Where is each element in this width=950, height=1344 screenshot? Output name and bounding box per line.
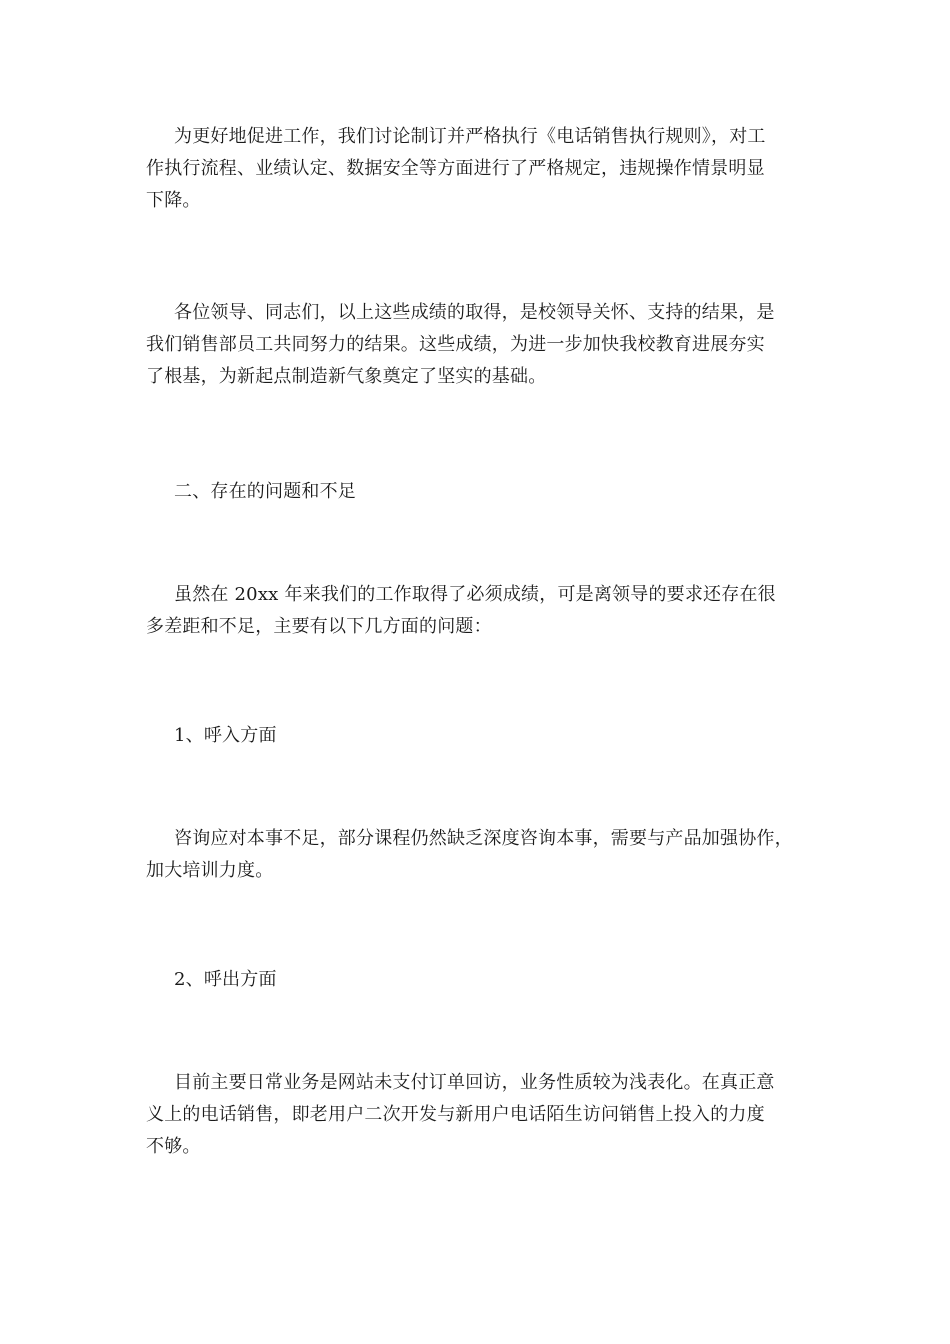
paragraph-line: 咨询应对本事不足，部分课程仍然缺乏深度咨询本事，需要与产品加强协作， (174, 828, 793, 849)
paragraph-rules (146, 121, 806, 217)
paragraph-line: 作执行流程、业绩认定、数据安全等方面进行了严格规定，违规操作情景明显 (146, 158, 765, 179)
paragraph-line: 各位领导、同志们，以上这些成绩的取得，是校领导关怀、支持的结果，是 (174, 302, 775, 323)
paragraph-line: 多差距和不足，主要有以下几方面的问题： (146, 616, 492, 637)
paragraph-line: 加大培训力度。 (146, 860, 274, 881)
paragraph-line: 虽然在 20xx 年来我们的工作取得了必须成绩，可是离领导的要求还存在很 (174, 584, 776, 605)
heading-text: 2、呼出方面 (174, 969, 277, 990)
paragraph-line: 义上的电话销售，即老用户二次开发与新用户电话陌生访问销售上投入的力度 (146, 1104, 765, 1125)
paragraph-achievements (146, 297, 806, 393)
heading-text: 二、存在的问题和不足 (174, 481, 356, 502)
paragraph-line: 了根基，为新起点制造新气象奠定了坚实的基础。 (146, 366, 547, 387)
heading-text: 1、呼入方面 (174, 725, 277, 746)
paragraph-line: 不够。 (146, 1136, 201, 1157)
paragraph-problems-intro (146, 579, 806, 643)
paragraph-line: 我们销售部员工共同努力的结果。这些成绩，为进一步加快我校教育进展夯实 (146, 334, 765, 355)
paragraph-line: 为更好地促进工作，我们讨论制订并严格执行《电话销售执行规则》，对工 (174, 126, 766, 147)
subheading-outbound (146, 964, 806, 996)
subheading-inbound (146, 720, 806, 752)
paragraph-inbound (146, 823, 806, 887)
paragraph-line: 目前主要日常业务是网站未支付订单回访，业务性质较为浅表化。在真正意 (174, 1072, 775, 1093)
paragraph-outbound (146, 1067, 806, 1163)
paragraph-line: 下降。 (146, 190, 201, 211)
section-heading-problems (146, 476, 806, 508)
